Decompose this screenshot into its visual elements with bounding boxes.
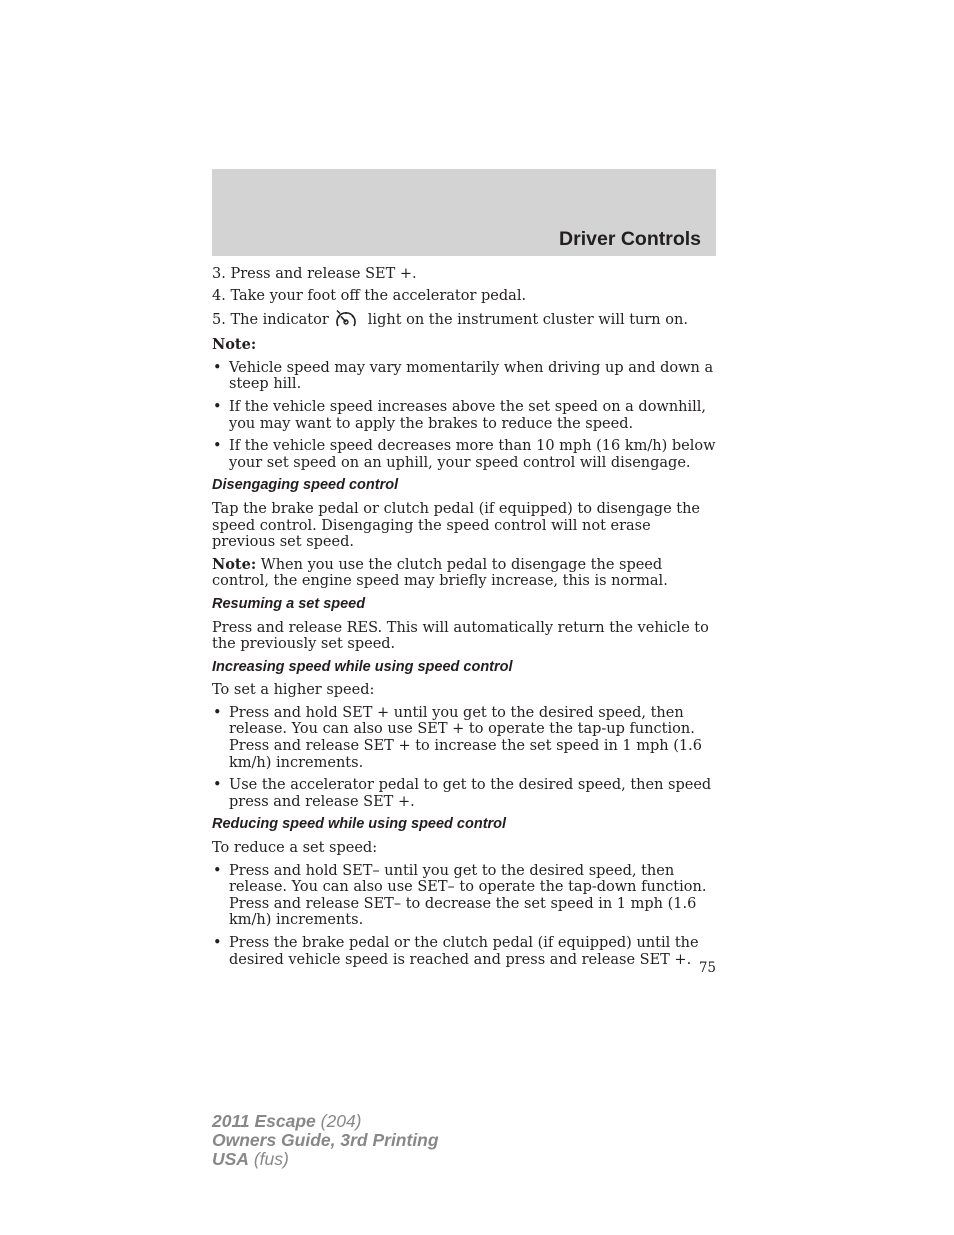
heading-reducing: Reducing speed while using speed control [212,816,507,833]
list-item: • If the vehicle speed increases above the set speed on a downhill, you may want to apply the brakes to reduce the speed. [212,399,718,432]
footer-guide-edition: Owners Guide, 3rd Printing [212,1130,439,1150]
step-3: 3. Press and release SET +. [212,266,417,282]
footer-market: USA [212,1149,249,1169]
disengaging-text: Tap the brake pedal or clutch pedal (if equipped) to disengage the speed control. Disengaging the speed control will not erase previous set speed. [212,500,701,551]
reducing-intro: To reduce a set speed: [212,840,378,857]
page-content [212,266,718,974]
reducing-list [212,863,718,969]
disengaging-note-text: When you use the clutch pedal to disengage the speed control, the engine speed may briefly increase, this is normal. [212,556,668,590]
note-label: Note: [212,336,257,354]
disengaging-note [212,557,718,590]
footer-line-3 [212,1150,439,1169]
list-item: • Use the accelerator pedal to get to the desired speed, then speed press and release SET +. [212,777,718,810]
heading-resuming: Resuming a set speed [212,595,366,612]
heading-disengaging: Disengaging speed control [212,477,399,494]
step-5-text-after: light on the instrument cluster will turn on. [367,311,688,328]
step-4: 4. Take your foot off the accelerator pedal. [212,287,527,304]
section-title: Driver Controls [559,228,701,250]
increasing-list [212,705,718,811]
footer-model-code: (204) [315,1111,362,1131]
list-item: • Press the brake pedal or the clutch pedal (if equipped) until the desired vehicle speed is reached and press and release SET +. [212,935,718,968]
heading-increasing: Increasing speed while using speed control [212,658,513,675]
footer-market-code: (fus) [248,1149,289,1169]
list-item: • Press and hold SET + until you get to the desired speed, then release. You can also use SET + to operate the tap-up function. Press and release SET + to increase the set speed in 1 mph (1.6 km/h) increments. [212,705,718,771]
step-5 [212,309,718,331]
footer-model: 2011 Escape [212,1111,316,1131]
note-list [212,360,718,472]
step-5-text-before: 5. The indicator [212,311,329,328]
footer-line-1 [212,1112,439,1131]
footer-line-2 [212,1131,439,1150]
section-header-band [212,169,716,256]
list-item: • Vehicle speed may vary momentarily when driving up and down a steep hill. [212,360,718,393]
speed-control-icon [334,309,358,331]
list-item: • Press and hold SET– until you get to the desired speed, then release. You can also use SET– to operate the tap-down function. Press and release SET– to decrease the set speed in 1 mph (1.6 km/h) increments. [212,863,718,929]
list-item: • If the vehicle speed decreases more than 10 mph (16 km/h) below your set speed on an uphill, your speed control will disengage. [212,438,718,471]
document-footer [212,1112,439,1169]
page-number: 75 [698,960,716,976]
disengaging-note-label: Note: [212,555,257,573]
increasing-intro: To set a higher speed: [212,682,375,699]
resuming-text: Press and release RES. This will automatically return the vehicle to the previously set speed. [212,619,709,653]
